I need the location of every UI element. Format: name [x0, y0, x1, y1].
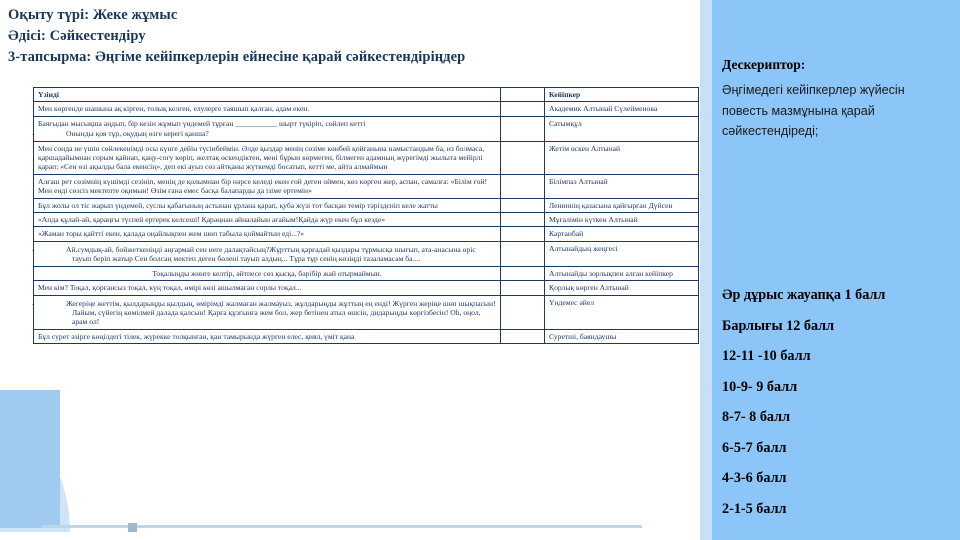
decorative-bar: [0, 390, 60, 528]
score-list: [722, 280, 958, 524]
character-cell: Алтынайдың жеңгесі: [545, 241, 699, 266]
slide-header: [8, 5, 698, 68]
answer-cell[interactable]: [501, 116, 545, 141]
column-header-character: Кейіпкер: [545, 88, 699, 102]
right-panel-content: [722, 0, 960, 540]
excerpt-note: - Ай,сумдық-ай, бойжеткеніңді аңғармай сен неге далақтайсың?Жұрттың қарғадай қыздары тұрмысқа шығып, ата-анасына өріс тауып беріп жатыр Сен болсаң мектеп деген бөлені тауып алдың... Тұра тұр сенің көзіңді тазаламасам ба....: [32, 244, 476, 264]
score-item: 2-1-5 балл: [722, 500, 787, 517]
table-row[interactable]: [34, 174, 699, 198]
header-line-task: 3-тапсырма: Әңгіме кейіпкерлерін ейнесіне қарай сәйкестендіріңдер: [8, 49, 466, 65]
table-row[interactable]: [34, 213, 699, 227]
character-cell: Картанбай: [545, 227, 699, 241]
character-cell: Лениннің қазасына қайғырған Дүйсен: [545, 198, 699, 212]
excerpt-character-table: [33, 87, 699, 344]
excerpt-cell: Мен сонда не үшін сөйлекенімді осы күнге дейін түсінбеймін. Әлде қыздар менің сөзіме көнбей қойғанына намыстандым ба, из болмаса, қаршадайымнан сорым қайнап, қаңу-соғу көріп, желтақ өскендіктен, мені бұрын көрмеген, білмеген адамның жүрегімді жылыта мейірлі қарап: «Сен өзі ақылды бала екенсің», деп екі ауыз сөз айтқаны жүткемді босатып, кетті ме, айта алмаймын: [34, 141, 501, 174]
table-row[interactable]: [34, 295, 699, 329]
excerpt-cell: Бұл жолы ол тіс жарып үндемей, суслы қабағының астынан ұрлана қарап, қуба жүзі тот басқан темір тәріздєніп келе жатты: [34, 198, 501, 212]
score-item: 12-11 -10 балл: [722, 348, 811, 364]
character-cell: Суретші, баяндаушы: [545, 329, 699, 343]
excerpt-character-table-wrapper: [33, 87, 698, 344]
decorative-corner-graphic: [0, 390, 120, 540]
excerpt-note: - Онынды қоя тұр, оқудың өзге керегі қанша?: [32, 129, 209, 139]
panel-accent-strip: [700, 0, 712, 540]
excerpt-cell: Мен кім? Тоқал, қорғансыз тоқал, күң тоқал, өмірі көзі ашылмаған сорлы тоқал...: [34, 281, 501, 295]
table-row[interactable]: [34, 329, 699, 343]
answer-cell[interactable]: [501, 102, 545, 116]
dash-bullet-icon: -: [32, 244, 35, 254]
dash-bullet-icon: -: [32, 129, 35, 139]
excerpt-text: Тоқалыңды жөнге келтір, әйтпесе сөз қысқа, бәрібір жай отырмаймын.: [152, 268, 382, 278]
descriptor-title: Дескериптор:: [722, 57, 806, 72]
table-row[interactable]: [34, 227, 699, 241]
character-cell: Білімпаз Алтынай: [545, 174, 699, 198]
answer-cell[interactable]: [501, 295, 545, 329]
excerpt-cell: Бұл сурет әзірге көңілдегі тілек, жүрекке толқынған, қан тамырында жүрген елес, қиял, үміт қана: [34, 329, 501, 343]
answer-cell[interactable]: [501, 174, 545, 198]
character-cell: Жетім өскен Алтынай: [545, 141, 699, 174]
character-cell: Үндемес әйел: [545, 295, 699, 329]
answer-cell[interactable]: [501, 281, 545, 295]
column-header-blank: [501, 88, 545, 102]
answer-cell[interactable]: [501, 266, 545, 280]
table-header-row: [34, 88, 699, 102]
score-item: 10-9- 9 балл: [722, 378, 798, 395]
descriptor-body: Әңгімедегі кейіпкерлер жүйесін повесть мазмұнына қарай сәйкестендіреді;: [722, 83, 905, 138]
dash-bullet-icon: -: [32, 298, 35, 308]
table-row[interactable]: [34, 102, 699, 116]
score-item: 8-7- 8 балл: [722, 409, 791, 425]
table-row[interactable]: [34, 198, 699, 212]
table-row[interactable]: [34, 266, 699, 280]
excerpt-cell: «Жаман торы қайтті екен, қалада оңайлықпен жем шөп табыла қоймайтын еді...?»: [34, 227, 501, 241]
character-cell: Мұғалімін күткен Алтынай: [545, 213, 699, 227]
score-item: Әр дұрыс жауапқа 1 балл: [722, 287, 886, 303]
excerpt-cell: Мен көргенде шашына ақ кірген, толық келген, елулерге таяшып қалған, адам екен.: [34, 102, 501, 116]
excerpt-note: - Жегеріңе жеттім, қылдарыңды қылдың, өмірімді жалмаған жалмауыз, жұлдарыңды жұттың ең енді! Жүрген жеріңе шөп шықпасын! Лайым, сүйегің көмілмей далада қалсын! Қарға құзғынға жем бол, жер бетінен атыл өшсін, дидарыңды көргізбесін! Оһ, оңол, арам ол!: [32, 298, 496, 327]
excerpt-cell: Алғаш рет сөзімнің күшімді сезініп, менің де қолымнан бір нәрсе келеді екен ғой деген оймен, көз көрген жер, аспан, самалға: «Білім ғой! Мен енді сөзсіз мектепте оқимын! Өзім ғана емес басқа балапарды да ізіме ертемін»: [34, 174, 501, 198]
score-item: 6-5-7 балл: [722, 439, 787, 456]
score-item: 4-3-6 балл: [722, 470, 787, 486]
decorative-curve: [0, 390, 70, 532]
excerpt-cell: [34, 116, 501, 141]
table-row[interactable]: [34, 116, 699, 141]
answer-cell[interactable]: [501, 227, 545, 241]
answer-cell[interactable]: [501, 141, 545, 174]
excerpt-cell: [34, 266, 501, 280]
excerpt-cell: [34, 241, 501, 266]
header-line-teaching-type: Оқыту түрі: Жеке жұмыс: [8, 7, 178, 23]
character-cell: Сатымқұл: [545, 116, 699, 141]
character-cell: Академик Алтынай Сүлейменова: [545, 102, 699, 116]
character-cell: Алтынайды зорлықпен алған кейіпкер: [545, 266, 699, 280]
table-row[interactable]: [34, 281, 699, 295]
column-header-excerpt: Үзінді: [34, 88, 501, 102]
header-line-method: Әдісі: Сәйкестендіру: [8, 28, 146, 44]
answer-cell[interactable]: [501, 241, 545, 266]
decorative-square: [128, 523, 137, 532]
score-item: Барлығы 12 балл: [722, 317, 835, 334]
answer-cell[interactable]: [501, 329, 545, 343]
excerpt-cell: [34, 295, 501, 329]
character-cell: Қорлық көрген Алтынай: [545, 281, 699, 295]
table-row[interactable]: [34, 141, 699, 174]
answer-cell[interactable]: [501, 198, 545, 212]
excerpt-text: Баяғыдан мысықша аңдып, бір кезін жұмып үндемей тұрған ___________ шырт түкіріп, сөйлеп кетті: [38, 118, 366, 128]
excerpt-cell: «Апда құлай-ай, қараңғы түспей ертерек келсеші! Қараңнан айналайын ағайым!Қайда жүр екен бұл кезде»: [34, 213, 501, 227]
answer-cell[interactable]: [501, 213, 545, 227]
table-row[interactable]: [34, 241, 699, 266]
